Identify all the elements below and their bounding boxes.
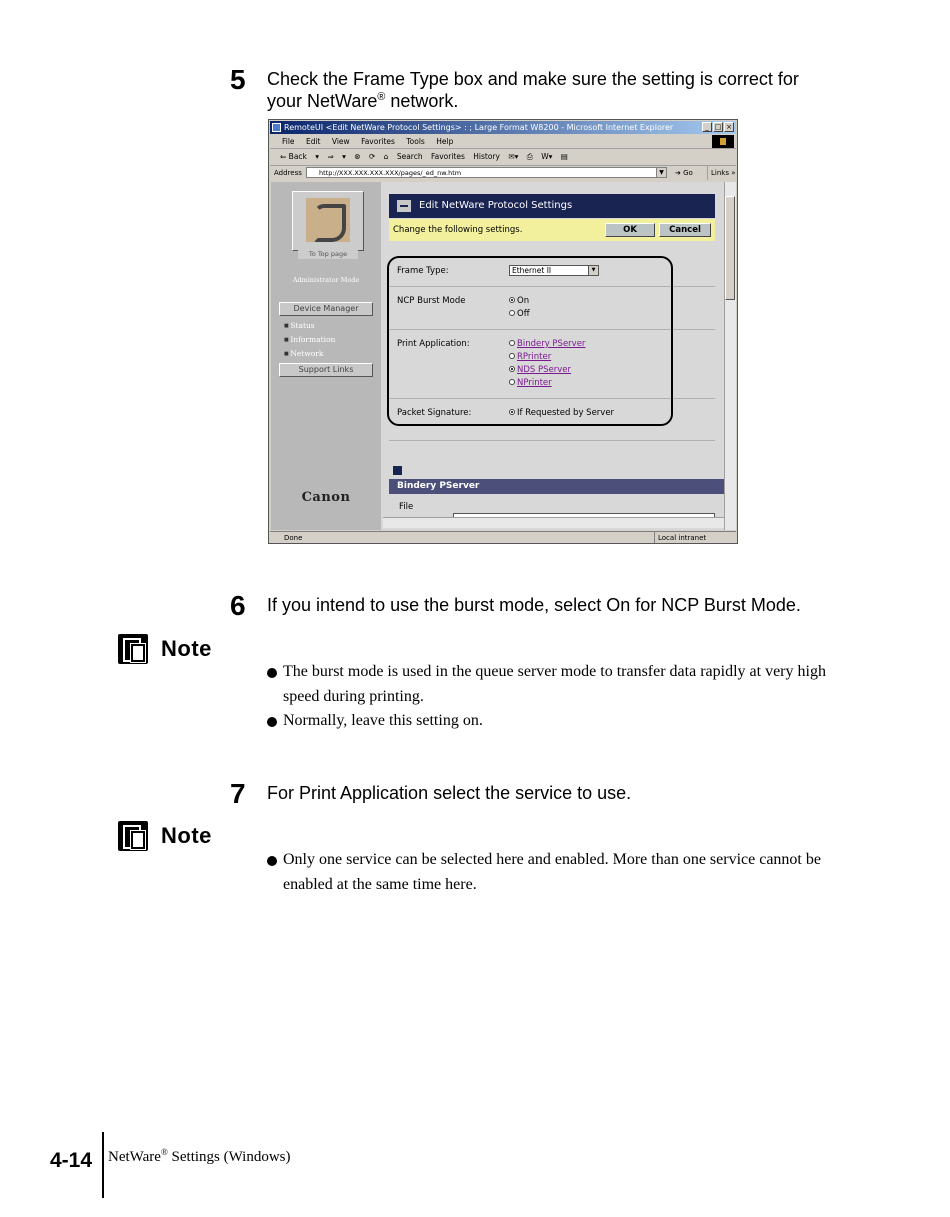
refresh-icon[interactable]: ⟳ bbox=[368, 152, 376, 161]
print-icon[interactable]: ⎙ bbox=[526, 152, 533, 161]
forward-button[interactable]: ⇒ bbox=[327, 152, 334, 161]
forward-dropdown-icon[interactable]: ▾ bbox=[342, 152, 346, 161]
chevron-down-icon[interactable]: ▼ bbox=[656, 168, 666, 177]
ok-button[interactable]: OK bbox=[605, 223, 655, 237]
stop-icon[interactable]: ⊗ bbox=[354, 152, 361, 161]
step-number: 6 bbox=[230, 590, 246, 621]
device-manager-button[interactable]: Device Manager bbox=[279, 302, 373, 316]
back-dropdown-icon[interactable]: ▾ bbox=[315, 152, 320, 161]
file-label: File bbox=[399, 502, 414, 512]
chevron-down-icon[interactable]: ▼ bbox=[588, 266, 598, 275]
browser-screenshot bbox=[268, 119, 738, 544]
ie-logo-icon bbox=[712, 135, 734, 148]
address-value: http://XXX.XXX.XXX.XXX/pages/_ed_nw.htm bbox=[319, 169, 462, 177]
burst-mode-on[interactable]: On bbox=[509, 295, 529, 308]
support-links-button[interactable]: Support Links bbox=[279, 363, 373, 377]
menu-help[interactable]: Help bbox=[436, 137, 454, 146]
minimize-button[interactable]: _ bbox=[702, 122, 712, 132]
menu-file[interactable]: File bbox=[282, 137, 295, 146]
cancel-button[interactable]: Cancel bbox=[659, 223, 711, 237]
nav-link-status[interactable]: ■ Status bbox=[284, 321, 315, 330]
list-item: Normally, leave this setting on. bbox=[266, 709, 838, 734]
note-icon bbox=[118, 634, 148, 664]
print-app-nprinter[interactable]: NPrinter bbox=[509, 377, 552, 390]
footer-title: NetWare® Settings (Windows) bbox=[108, 1147, 291, 1165]
menu-favorites[interactable]: Favorites bbox=[361, 137, 395, 146]
mail-icon[interactable]: ✉▾ bbox=[508, 152, 519, 161]
burst-mode-label: NCP Burst Mode bbox=[397, 296, 466, 306]
page-number: 4-14 bbox=[50, 1149, 93, 1172]
back-button[interactable]: ⇐ Back bbox=[280, 152, 307, 161]
step-number: 7 bbox=[230, 778, 246, 809]
status-bar bbox=[270, 531, 736, 544]
menu-view[interactable]: View bbox=[331, 137, 350, 146]
step-text: For Print Application select the service to use. bbox=[267, 783, 632, 803]
instruction-text: Change the following settings. bbox=[393, 225, 523, 235]
address-input[interactable] bbox=[306, 167, 667, 178]
step-text: If you intend to use the burst mode, select On for NCP Burst Mode. bbox=[267, 595, 801, 615]
close-button[interactable]: × bbox=[724, 122, 734, 132]
settings-header bbox=[389, 194, 715, 218]
print-application-label: Print Application: bbox=[397, 339, 470, 349]
packet-signature-option[interactable]: If Requested by Server bbox=[509, 407, 614, 420]
instruction-bar bbox=[389, 219, 715, 241]
browser-toolbar bbox=[270, 149, 736, 166]
maximize-button[interactable]: □ bbox=[714, 123, 722, 131]
zone-indicator: Local intranet bbox=[654, 532, 706, 544]
discuss-icon[interactable]: ▤ bbox=[560, 152, 568, 161]
step-number: 5 bbox=[230, 64, 246, 95]
address-bar bbox=[270, 166, 736, 180]
note-label: Note bbox=[161, 823, 212, 848]
history-button[interactable]: History bbox=[473, 152, 500, 161]
highlight-frame bbox=[387, 256, 673, 426]
page-content bbox=[271, 182, 724, 530]
menu-tools[interactable]: Tools bbox=[406, 137, 425, 146]
to-top-link[interactable]: To Top page bbox=[298, 249, 358, 259]
list-item: The burst mode is used in the queue server mode to transfer data rapidly at very high speed during printing. bbox=[266, 660, 838, 709]
favorites-button[interactable]: Favorites bbox=[430, 152, 465, 161]
nav-link-information[interactable]: ■ Information bbox=[284, 335, 335, 344]
print-app-rprinter[interactable]: RPrinter bbox=[509, 351, 551, 364]
print-app-bindery[interactable]: Bindery PServer bbox=[509, 338, 585, 351]
section-header: Bindery PServer bbox=[389, 479, 724, 494]
go-button[interactable]: ➔ Go bbox=[675, 169, 693, 177]
note-label: Note bbox=[161, 636, 212, 661]
admin-mode-label: Administrator Mode bbox=[292, 276, 360, 284]
status-text: Done bbox=[284, 534, 303, 542]
packet-signature-label: Packet Signature: bbox=[397, 408, 472, 418]
word-icon[interactable]: W▾ bbox=[541, 152, 553, 161]
step-text: Check the Frame Type box and make sure the setting is correct for your NetWare® network. bbox=[267, 69, 799, 111]
note-bullets bbox=[266, 660, 838, 734]
list-item: Only one service can be selected here and enabled. More than one service cannot be enabled at the same time here. bbox=[266, 848, 838, 897]
note-icon bbox=[118, 821, 148, 851]
main-panel bbox=[381, 182, 724, 530]
footer-divider bbox=[102, 1132, 104, 1198]
top-page-logo[interactable] bbox=[292, 191, 364, 251]
burst-mode-off[interactable]: Off bbox=[509, 308, 530, 321]
home-icon[interactable]: ⌂ bbox=[383, 152, 389, 161]
window-title: RemoteUI <Edit NetWare Protocol Settings> : ; Large Format W8200 - Microsoft Internet Explorer bbox=[284, 123, 674, 132]
horizontal-scrollbar[interactable] bbox=[383, 517, 724, 528]
frame-type-value: Ethernet II bbox=[512, 266, 552, 275]
search-button[interactable]: Search bbox=[396, 152, 423, 161]
ie-icon bbox=[272, 123, 281, 132]
settings-title: Edit NetWare Protocol Settings bbox=[419, 200, 573, 211]
settings-icon bbox=[397, 200, 411, 212]
nav-link-network[interactable]: ■ Network bbox=[284, 349, 323, 358]
logo-icon bbox=[306, 198, 350, 242]
left-nav bbox=[271, 182, 381, 530]
divider bbox=[389, 440, 715, 441]
canon-logo: Canon bbox=[301, 490, 351, 505]
scroll-thumb[interactable] bbox=[725, 196, 735, 300]
links-button[interactable]: Links » bbox=[707, 166, 736, 180]
menu-edit[interactable]: Edit bbox=[305, 137, 321, 146]
print-app-nds[interactable]: NDS PServer bbox=[509, 364, 571, 377]
note-bullets bbox=[266, 848, 838, 897]
menu-bar bbox=[270, 135, 736, 149]
collapse-icon[interactable] bbox=[393, 466, 402, 475]
vertical-scrollbar[interactable] bbox=[724, 182, 736, 530]
address-label: Address bbox=[274, 169, 302, 177]
window-titlebar bbox=[270, 121, 736, 134]
frame-type-label: Frame Type: bbox=[397, 266, 449, 276]
